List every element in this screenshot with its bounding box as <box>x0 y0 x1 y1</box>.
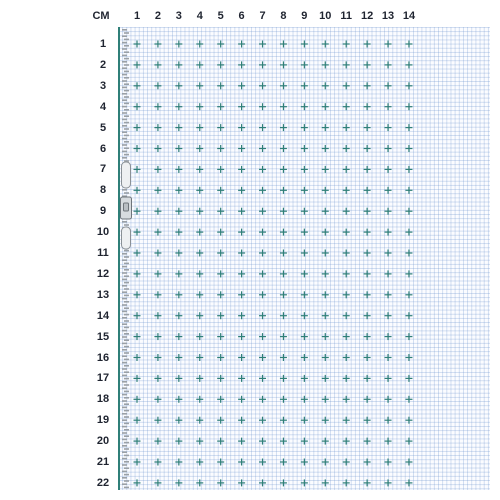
row-label-3: 3 <box>99 79 107 92</box>
zipper-tooth <box>122 80 127 82</box>
zipper-tooth <box>122 413 127 415</box>
zipper-tooth <box>124 147 129 149</box>
unit-label: CM <box>92 10 110 22</box>
zipper-tooth <box>124 333 129 335</box>
zipper-tooth <box>122 387 127 389</box>
zipper-tooth <box>122 138 127 140</box>
zipper-tooth <box>124 39 129 41</box>
zipper-tooth <box>124 122 129 124</box>
zipper-tooth <box>124 77 129 79</box>
zipper-tooth <box>122 285 127 287</box>
zipper-tooth <box>122 311 127 313</box>
zipper-tooth <box>124 224 129 226</box>
zipper-tooth <box>124 327 129 329</box>
zipper-tooth <box>122 93 127 95</box>
column-label-3: 3 <box>175 10 182 22</box>
zipper-tooth <box>122 144 127 146</box>
zipper-tooth <box>124 467 129 469</box>
column-label-4: 4 <box>196 10 203 22</box>
zipper-tooth <box>124 442 129 444</box>
zipper-tooth <box>124 288 129 290</box>
zipper-tooth <box>124 416 129 418</box>
row-label-8: 8 <box>99 184 107 197</box>
zipper-tooth <box>122 451 127 453</box>
zipper-tooth <box>124 269 129 271</box>
column-label-11: 11 <box>340 10 352 22</box>
zipper-tooth <box>124 141 129 143</box>
zipper-tooth <box>122 272 127 274</box>
zipper-tooth <box>124 435 129 437</box>
zipper-tooth <box>124 135 129 137</box>
zipper-tooth <box>124 320 129 322</box>
zipper-tooth <box>124 32 129 34</box>
zipper-tooth <box>124 474 129 476</box>
zipper-tooth <box>124 58 129 60</box>
row-label-13: 13 <box>96 288 110 301</box>
row-label-17: 17 <box>96 372 110 385</box>
zipper-tooth <box>122 439 127 441</box>
zipper-tooth <box>122 189 127 191</box>
column-label-8: 8 <box>280 10 287 22</box>
zipper-tooth <box>122 87 127 89</box>
zipper-tooth <box>124 301 129 303</box>
row-label-1: 1 <box>99 38 107 50</box>
zipper-tooth <box>122 291 127 293</box>
zipper-tooth <box>124 115 129 117</box>
row-label-20: 20 <box>96 435 110 448</box>
zipper-tooth <box>122 48 127 50</box>
column-label-10: 10 <box>319 10 332 22</box>
zipper-tooth <box>122 375 127 377</box>
zipper-tooth <box>124 256 129 258</box>
column-label-1: 1 <box>133 10 141 22</box>
zipper-tooth <box>124 352 129 354</box>
zipper-tooth <box>122 119 127 121</box>
zipper-tooth <box>122 407 127 409</box>
zipper-tooth <box>122 266 127 268</box>
zipper-tooth <box>122 464 127 466</box>
zipper-tooth <box>122 323 127 325</box>
zipper-tooth <box>122 29 127 31</box>
column-label-14: 14 <box>402 10 416 22</box>
zipper-tooth <box>122 112 127 114</box>
row-label-12: 12 <box>96 267 110 280</box>
zipper-tooth <box>124 346 129 348</box>
zipper-tooth <box>122 35 127 37</box>
zipper-tooth <box>122 74 127 76</box>
zipper-tooth <box>124 154 129 156</box>
zipper-tooth <box>122 419 127 421</box>
row-label-22: 22 <box>96 476 110 489</box>
zipper-tooth <box>122 432 127 434</box>
zipper-tooth <box>122 125 127 127</box>
zipper-tooth <box>124 263 129 265</box>
zipper-tooth <box>124 371 129 373</box>
zipper-slider-tab <box>124 203 129 211</box>
zipper-tooth <box>124 45 129 47</box>
zipper-tooth <box>124 250 129 252</box>
column-label-2: 2 <box>154 10 161 22</box>
zipper-tooth <box>124 378 129 380</box>
zipper-tooth <box>124 192 129 194</box>
zipper-tooth <box>124 480 129 482</box>
zipper-tooth <box>124 461 129 463</box>
column-label-7: 7 <box>259 10 266 22</box>
zipper-tooth <box>124 410 129 412</box>
column-label-5: 5 <box>217 10 224 22</box>
zipper-tooth <box>124 359 129 361</box>
zipper-tooth <box>124 391 129 393</box>
row-label-2: 2 <box>99 58 107 71</box>
zipper-tooth <box>122 42 127 44</box>
row-label-21: 21 <box>96 456 110 468</box>
zipper-tooth <box>122 426 127 428</box>
column-label-9: 9 <box>301 10 308 22</box>
zipper-tooth <box>124 339 129 341</box>
zipper-tooth <box>124 103 129 105</box>
row-label-16: 16 <box>96 351 110 364</box>
zipper-tooth <box>122 55 127 57</box>
row-label-11: 11 <box>97 247 109 259</box>
row-label-10: 10 <box>96 226 110 239</box>
column-label-13: 13 <box>381 10 395 22</box>
zipper-tooth <box>124 275 129 277</box>
zipper-tooth <box>124 384 129 386</box>
zipper-icon <box>120 27 132 490</box>
row-label-9: 9 <box>99 205 107 218</box>
zipper-tooth <box>122 151 127 153</box>
row-label-14: 14 <box>96 309 110 322</box>
zipper-tooth <box>122 445 127 447</box>
zipper-tooth <box>122 400 127 402</box>
zipper-tooth <box>122 330 127 332</box>
zipper-tooth <box>122 477 127 479</box>
zipper-tooth <box>122 362 127 364</box>
zipper-tooth <box>122 253 127 255</box>
row-label-15: 15 <box>96 330 110 343</box>
zipper-tooth <box>122 67 127 69</box>
zipper-tooth <box>124 403 129 405</box>
zipper-tooth <box>122 471 127 473</box>
zipper-pull-icon <box>122 227 131 249</box>
zipper-tooth <box>124 307 129 309</box>
zipper-tooth <box>122 483 127 485</box>
zipper-tooth <box>124 96 129 98</box>
zipper-tooth <box>122 343 127 345</box>
zipper-tooth <box>122 355 127 357</box>
zipper-tooth <box>124 71 129 73</box>
row-label-7: 7 <box>99 163 107 176</box>
zipper-tooth <box>124 64 129 66</box>
zipper-tooth <box>122 304 127 306</box>
zipper-tooth <box>122 259 127 261</box>
zipper-tooth <box>122 99 127 101</box>
row-label-6: 6 <box>99 142 107 155</box>
zipper-tooth <box>122 381 127 383</box>
row-label-18: 18 <box>96 393 110 406</box>
zipper-tooth <box>122 131 127 133</box>
zipper-tooth <box>124 429 129 431</box>
zipper-tooth <box>122 394 127 396</box>
zipper-tooth <box>122 349 127 351</box>
zipper-tooth <box>122 221 127 223</box>
row-label-19: 19 <box>96 414 110 427</box>
zipper-tooth <box>124 448 129 450</box>
zipper-tooth <box>124 397 129 399</box>
zipper-tooth <box>124 83 129 85</box>
zipper-tooth <box>122 368 127 370</box>
zipper-tooth <box>124 128 129 130</box>
zipper-tooth <box>124 51 129 53</box>
zipper-tooth <box>124 487 129 489</box>
zipper-tooth <box>124 90 129 92</box>
zipper-tooth <box>122 317 127 319</box>
zipper-tooth <box>124 365 129 367</box>
zipper-tooth <box>124 455 129 457</box>
zipper-tooth <box>122 157 127 159</box>
zipper-tooth <box>122 61 127 63</box>
zipper-tooth <box>124 295 129 297</box>
zipper-tooth <box>122 279 127 281</box>
zipper-tooth <box>124 282 129 284</box>
zipper-tooth <box>122 336 127 338</box>
zipper-tooth <box>124 314 129 316</box>
zipper-tooth <box>124 109 129 111</box>
zipper-tooth <box>122 106 127 108</box>
column-label-6: 6 <box>238 10 245 22</box>
zipper-tooth <box>124 423 129 425</box>
row-label-5: 5 <box>99 121 107 134</box>
zipper-tooth <box>122 458 127 460</box>
column-label-12: 12 <box>360 10 374 22</box>
zipper-pull-icon <box>122 162 131 188</box>
row-label-4: 4 <box>99 100 107 113</box>
zipper-tooth <box>122 298 127 300</box>
graph-paper-grid <box>118 27 490 490</box>
